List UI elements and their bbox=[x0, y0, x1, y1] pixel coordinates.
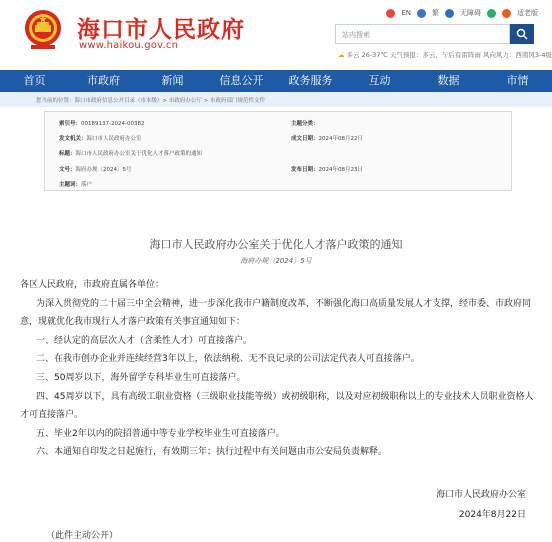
main-nav bbox=[0, 70, 552, 92]
signature-date: 2024年8月22日 bbox=[458, 510, 526, 520]
doc-number-value: 海府办规〔2024〕5号 bbox=[75, 167, 132, 173]
weather-text: 多云 26-37℃ 天气预报：多云，午后有雷阵雨 风向风力：西南风3-4级 bbox=[346, 51, 552, 59]
elderly-icon[interactable] bbox=[502, 9, 511, 18]
published-date-label: 发布日期： bbox=[291, 167, 319, 173]
policy-item-2: 二、在我市创办企业并连续经营3年以上，依法纳税、无不良记录的公司法定代表人可直接落户。 bbox=[36, 354, 420, 365]
elderly-mode-link[interactable]: 适老版 bbox=[517, 9, 538, 17]
title-value: 海口市人民政府办公室关于优化人才落户政策的通知 bbox=[75, 151, 203, 157]
salutation: 各区人民政府，市政府直属各单位： bbox=[20, 280, 165, 290]
breadcrumb[interactable]: 您当前的位置：海口市政府信息公开目录（市本级）> 市政府办公厅 > 市政府部门规范性文件 bbox=[0, 92, 552, 107]
issuer-row bbox=[59, 134, 142, 142]
weibo-icon[interactable] bbox=[386, 9, 395, 18]
nav-interaction[interactable]: 互动 bbox=[368, 74, 391, 87]
policy-item-6: 六、本通知自印发之日起施行，有效期三年；执行过程中有关问题由市公安局负责解释。 bbox=[36, 447, 388, 458]
index-number-label: 索引号： bbox=[59, 121, 82, 127]
site-name[interactable]: 海口市人民政府 bbox=[77, 17, 245, 43]
search-input[interactable]: 站内搜索 bbox=[335, 24, 510, 44]
search-icon bbox=[516, 28, 528, 40]
published-date-row bbox=[291, 165, 363, 173]
nav-services[interactable]: 政务服务 bbox=[288, 74, 333, 87]
nav-news[interactable]: 新闻 bbox=[161, 74, 184, 87]
policy-item-4: 四、45周岁以下，具有高级工职业资格（三级职业技能等级）或初级职称，以及对应初级职称以上的专业技术人员职业资格人才可直接落户。 bbox=[20, 391, 534, 421]
accessibility-link[interactable]: 无障碍 bbox=[460, 9, 481, 17]
search-button[interactable] bbox=[510, 24, 534, 44]
issuer-label: 发文机关： bbox=[59, 136, 87, 142]
topic-row bbox=[59, 180, 92, 188]
top-links bbox=[386, 8, 538, 18]
article-doc-number: 海府办规〔2024〕5号 bbox=[240, 257, 312, 265]
disclosure-note: （此件主动公开） bbox=[46, 531, 119, 541]
topic-label: 主题词： bbox=[59, 182, 82, 188]
nav-government[interactable]: 市政府 bbox=[87, 74, 120, 87]
published-date-value: 2024年08月23日 bbox=[318, 167, 364, 173]
index-number-row bbox=[59, 119, 144, 127]
subject-label: 主题分类： bbox=[291, 121, 319, 127]
nav-data[interactable]: 数据 bbox=[437, 74, 460, 87]
title-row bbox=[59, 149, 202, 157]
mobile-icon[interactable] bbox=[417, 9, 426, 18]
cloud-sun-icon: ☁ bbox=[338, 51, 345, 59]
nav-city-info[interactable]: 市情 bbox=[506, 74, 529, 87]
article-title: 海口市人民政府办公室关于优化人才落户政策的通知 bbox=[149, 238, 403, 251]
english-link[interactable]: EN bbox=[401, 9, 411, 17]
policy-item-3: 三、50周岁以下，海外留学专科毕业生可直接落户。 bbox=[36, 372, 246, 383]
created-date-row bbox=[291, 134, 363, 142]
intro-paragraph: 为深入贯彻党的二十届三中全会精神，进一步深化我市户籍制度改革，不断强化海口高质量发展人才支撑，经市委、市政府同意，现就优化我市现行人才落户政策有关事宜通知如下： bbox=[20, 298, 532, 328]
doc-number-row bbox=[59, 165, 132, 173]
doc-number-label: 文号： bbox=[59, 167, 76, 173]
site-header bbox=[0, 0, 552, 70]
signature-organization: 海口市人民政府办公室 bbox=[435, 490, 526, 500]
national-emblem-icon bbox=[23, 8, 63, 52]
topic-value: 落户 bbox=[81, 182, 93, 188]
policy-item-5: 五、毕业2年以内的院招普通中等专业学校毕业生可直接落户。 bbox=[36, 428, 285, 439]
document-info-table bbox=[44, 111, 512, 191]
article-body bbox=[20, 276, 540, 462]
site-url: www.haikou.gov.cn bbox=[79, 40, 179, 51]
index-number-value: 00189137-2024-00382 bbox=[81, 121, 145, 127]
traditional-link[interactable]: 繁 bbox=[432, 9, 439, 17]
wechat-icon[interactable] bbox=[487, 9, 496, 18]
nav-info-disclosure[interactable]: 信息公开 bbox=[219, 74, 264, 87]
nav-home[interactable]: 首页 bbox=[23, 74, 46, 87]
issuer-value: 海口市人民政府办公室 bbox=[86, 136, 142, 142]
title-label: 标题： bbox=[59, 151, 76, 157]
policy-item-1: 一、经认定的高层次人才（含柔性人才）可直接落户。 bbox=[36, 335, 253, 346]
subject-row bbox=[291, 119, 319, 127]
accessibility-icon[interactable] bbox=[445, 9, 454, 18]
weather-info bbox=[338, 50, 552, 59]
created-date-label: 成文日期： bbox=[291, 136, 319, 142]
created-date-value: 2024年08月22日 bbox=[318, 136, 364, 142]
